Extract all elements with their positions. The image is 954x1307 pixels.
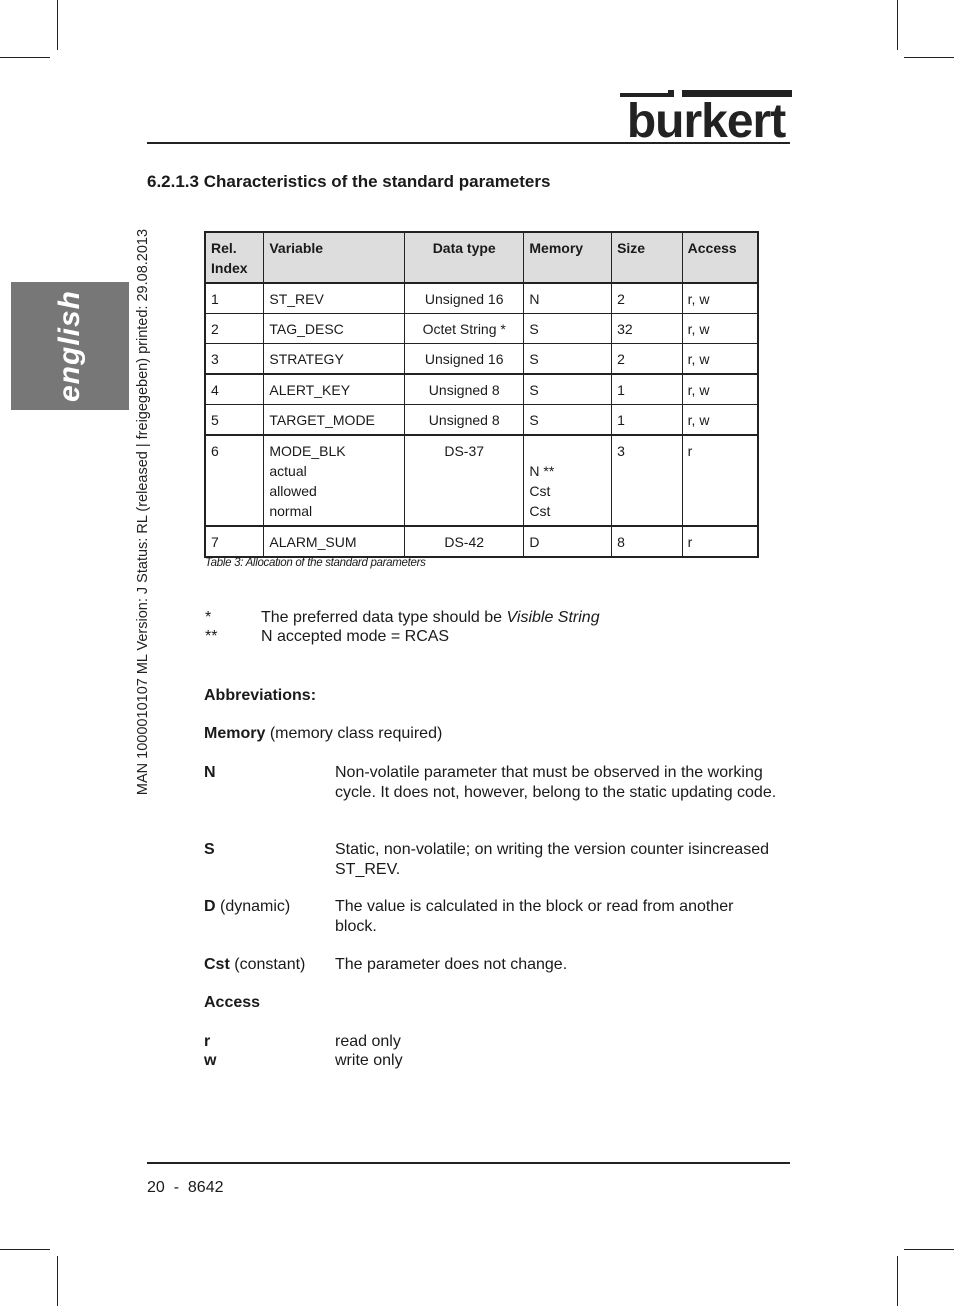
cell-access: r, w xyxy=(682,405,758,436)
crop-mark xyxy=(0,57,50,58)
cell-memory: S xyxy=(524,344,612,375)
cell-access: r, w xyxy=(682,314,758,344)
term-S: S xyxy=(204,841,215,858)
cell-index: 3 xyxy=(205,344,264,375)
header-access: Access xyxy=(682,232,758,283)
header-rel-index: Rel. Index xyxy=(205,232,264,283)
abbreviations-heading: Abbreviations: xyxy=(204,687,317,704)
table-row xyxy=(205,374,758,405)
crop-mark xyxy=(897,1256,898,1306)
language-label: english xyxy=(53,289,86,403)
table-row xyxy=(205,314,758,344)
cell-access: r, w xyxy=(682,374,758,405)
cell-data-type: Unsigned 8 xyxy=(405,405,524,436)
cell-size: 8 xyxy=(612,526,683,557)
access-heading: Access xyxy=(204,994,261,1011)
cell-size: 32 xyxy=(612,314,683,344)
parameters-table xyxy=(204,231,759,558)
cell-memory: S xyxy=(524,314,612,344)
cell-memory: S xyxy=(524,405,612,436)
logo-text: burkert xyxy=(626,95,786,140)
cell-size: 3 xyxy=(612,435,683,526)
page-number: 20 - 8642 xyxy=(147,1179,224,1196)
cell-data-type: DS-42 xyxy=(405,526,524,557)
crop-mark xyxy=(904,57,954,58)
cell-access: r xyxy=(682,526,758,557)
cell-data-type: Unsigned 16 xyxy=(405,283,524,314)
term-Cst: Cst (constant) xyxy=(204,956,306,973)
cell-access: r, w xyxy=(682,283,758,314)
cell-size: 1 xyxy=(612,405,683,436)
crop-mark xyxy=(904,1249,954,1250)
cell-variable: ALARM_SUM xyxy=(264,526,405,557)
term-w: w xyxy=(204,1052,217,1069)
header-data-type: Data type xyxy=(405,232,524,283)
cell-variable: TAG_DESC xyxy=(264,314,405,344)
header-memory: Memory xyxy=(524,232,612,283)
term-r: r xyxy=(204,1033,211,1050)
burkert-logo xyxy=(620,90,792,140)
cell-variable: TARGET_MODE xyxy=(264,405,405,436)
cell-data-type: Octet String * xyxy=(405,314,524,344)
cell-access: r, w xyxy=(682,344,758,375)
memory-heading: Memory (memory class required) xyxy=(204,725,443,742)
cell-access: r xyxy=(682,435,758,526)
cell-index: 2 xyxy=(205,314,264,344)
crop-mark xyxy=(57,0,58,50)
footnote-2: ** N accepted mode = RCAS xyxy=(205,628,450,645)
cell-index: 5 xyxy=(205,405,264,436)
table-row xyxy=(205,435,758,526)
cell-memory: S xyxy=(524,374,612,405)
cell-data-type: Unsigned 16 xyxy=(405,344,524,375)
table-row xyxy=(205,526,758,557)
crop-mark xyxy=(0,1249,50,1250)
table-row xyxy=(205,344,758,375)
header-variable: Variable xyxy=(264,232,405,283)
term-N: N xyxy=(204,764,216,781)
cell-variable: STRATEGY xyxy=(264,344,405,375)
definition-D: The value is calculated in the block or read from another block. xyxy=(335,898,734,935)
term-D: D (dynamic) xyxy=(204,898,291,915)
definition-r: read only xyxy=(335,1033,401,1050)
section-title: 6.2.1.3 Characteristics of the standard parameters xyxy=(147,172,551,191)
table-caption: Table 3: Allocation of the standard parameters xyxy=(205,557,426,569)
definition-N: Non-volatile parameter that must be observed in the working cycle. It does not, however, belong to the static updating code. xyxy=(335,764,777,801)
crop-mark xyxy=(897,0,898,50)
table-row xyxy=(205,405,758,436)
cell-data-type: DS-37 xyxy=(405,435,524,526)
cell-index: 1 xyxy=(205,283,264,314)
cell-variable: ST_REV xyxy=(264,283,405,314)
cell-index: 7 xyxy=(205,526,264,557)
crop-mark xyxy=(57,1256,58,1306)
cell-variable: MODE_BLK actual allowed normal xyxy=(264,435,405,526)
cell-size: 2 xyxy=(612,344,683,375)
footer-rule xyxy=(147,1162,790,1164)
cell-memory: D xyxy=(524,526,612,557)
header-size: Size xyxy=(612,232,683,283)
cell-size: 2 xyxy=(612,283,683,314)
footnote-1: * The preferred data type should be Visible String xyxy=(205,609,600,626)
language-tab xyxy=(11,282,129,410)
definition-Cst: The parameter does not change. xyxy=(335,956,568,973)
cell-memory: N xyxy=(524,283,612,314)
cell-size: 1 xyxy=(612,374,683,405)
cell-data-type: Unsigned 8 xyxy=(405,374,524,405)
definition-w: write only xyxy=(335,1052,403,1069)
cell-variable: ALERT_KEY xyxy=(264,374,405,405)
definition-S: Static, non-volatile; on writing the version counter isincreased ST_REV. xyxy=(335,841,769,878)
table-header-row xyxy=(205,232,758,283)
cell-memory: N ** Cst Cst xyxy=(524,435,612,526)
cell-index: 6 xyxy=(205,435,264,526)
header-rule xyxy=(147,142,790,144)
document-status: MAN 1000010107 ML Version: J Status: RL (released | freigegeben) printed: 29.08.2013 xyxy=(135,228,151,796)
cell-index: 4 xyxy=(205,374,264,405)
table-row xyxy=(205,283,758,314)
